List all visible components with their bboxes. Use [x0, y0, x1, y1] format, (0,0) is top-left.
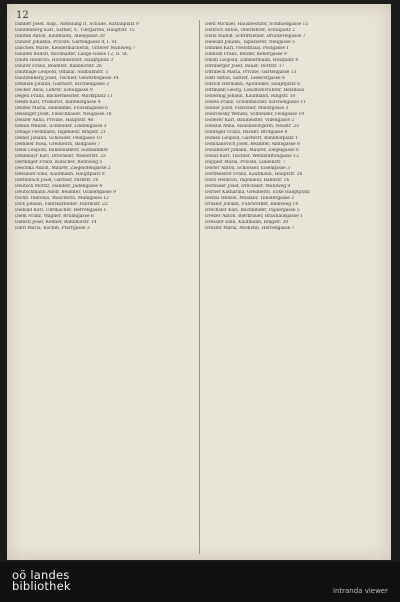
directory-entry: Drechsler Karl, Buchbinder, Papiergasse 5 — [205, 208, 300, 213]
directory-entry: Danker Josef, Insp., Abteilung II, Schuhe, Rattanplatz 9 — [15, 22, 139, 27]
directory-entry: Dienstl Josef, Kellner, Bahnhofstr. 14 — [15, 220, 97, 225]
directory-entry: Dreher Anton, Bierbrauer, Brauhausgasse 1 — [205, 214, 303, 219]
library-logo[interactable] — [12, 570, 71, 592]
directory-entry: Doderer Karl, Baumeister, Villengasse 2 — [205, 118, 295, 123]
directory-entry: Dittmann Georg, Lokomotivführer, Heizhaus — [205, 88, 305, 93]
directory-entry: Drexler Maria, Modistin, Herrengasse 7 — [205, 226, 295, 231]
directory-entry: Dinstl Leopold, Zimmermann, Holzplatz 4 — [205, 58, 299, 63]
directory-entry: Dimmel Karl, Postoffizial, Postgasse 1 — [205, 46, 290, 51]
directory-entry: Dehm Karl, Prokurist, Bahnhofgasse 4 — [15, 100, 101, 105]
directory-entry: Debelak Johann, Gastwirt, Kirchengasse 2 — [15, 82, 110, 87]
directory-entry: Daschek Marie, Kleidermacherin, Unterer Mühlweg 7 — [15, 46, 136, 51]
directory-entry: Dannenberg Karl, Sattler, V., Tiergarten, Hauptstr. 15 — [15, 28, 135, 33]
directory-entry: Dirnbeck Maria, Private, Gartengasse 13 — [205, 70, 297, 75]
directory-entry: Doppler Maria, Private, Lindenstr. 7 — [205, 160, 286, 165]
directory-entry: Dantek Anton, Kaufmann, Alleegasse 20 — [15, 34, 105, 39]
logo-line-1: oö landes — [12, 568, 70, 582]
directory-entry: Decker Alois, Lehrer, Schulgasse 9 — [15, 88, 93, 93]
right-column — [205, 22, 383, 232]
directory-entry: Dollinger Franz, Bäcker, Brotgasse 4 — [205, 130, 288, 135]
directory-entry: Deutschmann Adolf, Beamter, Grabengasse 9 — [15, 190, 116, 195]
directory-entry: Dietrich Anton, Oberlehrer, Schulplatz 2 — [205, 28, 296, 33]
directory-entry: Deschka Anton, Maurer, Ziegelofengasse 2 — [15, 166, 111, 171]
directory-entry: Dobes Franz, Schuhmacher, Kirchengasse 11 — [205, 100, 306, 105]
column-divider — [199, 20, 200, 554]
directory-entry: Diebold Karl, Uhrmacher, Herrengasse 1 — [15, 208, 107, 213]
directory-entry: Donabauer Johann, Maurer, Ziegelgasse 6 — [205, 148, 299, 153]
directory-entry: Dorner Katharina, Greißlerin, Ecke Hauptplatz — [205, 190, 310, 195]
directory-entry: Dirnberger Josef, Bauer, Dorfstr. 17 — [205, 64, 285, 69]
directory-entry: Dekan Wenzel, Schneider, Lindengasse 3 — [15, 124, 107, 129]
directory-entry: Deixler Anna, Private, Hauptstr. 40 — [15, 118, 94, 123]
directory-entry: Denk Leopold, Bahnbeamter, Südbahnhof — [15, 148, 108, 153]
page-number: 12 — [16, 10, 29, 21]
directory-entry: Ditrich Hermann, Apotheker, Hauptplatz 6 — [205, 82, 301, 87]
directory-entry: Daurer Franz, Beamter, Bahnhofstr. 26 — [15, 64, 102, 69]
directory-entry: Dessauer Emil, Kaufmann, Hauptplatz 8 — [15, 172, 105, 177]
directory-entry: Dinhobl Franz, Binder, Kellergasse 9 — [205, 52, 287, 57]
directory-entry: Daum Heinrich, Hotelbesitzer, Hauptplatz 3 — [15, 58, 114, 63]
directory-entry: Dorfmeister Franz, Kaufmann, Hauptstr. 28 — [205, 172, 303, 177]
directory-entry: Degen Franz, Bäckermeister, Marktplatz 11 — [15, 94, 113, 99]
directory-entry: Dettelbach Josef, Gärtner, Parkstr. 16 — [15, 178, 99, 183]
directory-entry: Demmer Rosa, Greißlerin, Badgasse 7 — [15, 142, 101, 147]
directory-entry: Dobrowsky Wenzel, Schneider, Feldgasse 19 — [205, 112, 305, 117]
directory-entry: Demel Johann, Schlosser, Feldgasse 10 — [15, 136, 102, 141]
directory-entry: Diem Franz, Wagner, Brunngasse 6 — [15, 214, 94, 219]
directory-entry: Domnanovich Josef, Beamter, Amtsgasse 8 — [205, 142, 300, 147]
logo-line-2: bibliothek — [12, 579, 71, 593]
directory-entry: Dierl Maria, Köchin, Pfarrgasse 3 — [15, 226, 90, 231]
directory-entry: Dobernig Johann, Kaufmann, Ringstr. 10 — [205, 94, 296, 99]
directory-entry: Daubek Rudolf, Buchhalter, Lange Gasse 12, II. St. — [15, 52, 129, 57]
left-column — [15, 22, 193, 232]
directory-entry: Dietl Michael, Hausbesitzer, Schmiedgasse 15 — [205, 22, 309, 27]
directory-entry: Donat Karl, Tischler, Werkstättengasse 12 — [205, 154, 299, 159]
directory-entry: Dietz Rudolf, Schriftsetzer, Druckereigasse 7 — [205, 34, 306, 39]
directory-entry: Diewald Johann, Tapezierer, Neugasse 5 — [205, 40, 295, 45]
directory-entry: Dautzenberg Josef, Tischler, Gewerbegasse 14 — [15, 76, 119, 81]
directory-entry: Dostal Wenzel, Musiker, Theatergasse 2 — [205, 196, 295, 201]
directory-entry: Danzer Johanna, Private, Gartengasse 8, I. St. — [15, 40, 118, 45]
directory-entry: Dorn Heinrich, Ingenieur, Bahnstr. 16 — [205, 178, 290, 183]
directory-entry: Deutsch Moritz, Händler, Judengasse 4 — [15, 184, 103, 189]
viewer-label[interactable]: intranda viewer — [333, 587, 388, 595]
directory-entry: Dorfer Anton, Schlosser, Eisengasse 3 — [205, 166, 290, 171]
directory-entry: Derflinger Franz, Kutscher, Rennweg 5 — [15, 160, 103, 165]
directory-entry: Dick Johann, Fabrikarbeiter, Fabrikstr. 22 — [15, 202, 108, 207]
directory-entry: Deimel Maria, Hebamme, Florianigasse 6 — [15, 106, 108, 111]
directory-entry: Distl Anton, Sattler, Lederergasse 8 — [205, 76, 285, 81]
directory-entry: Dichtl Theresia, Wäscherin, Mühlgasse 12 — [15, 196, 109, 201]
directory-entry: Dobler Josef, Fleischer, Marktgasse 3 — [205, 106, 289, 111]
directory-entry: Draxler Johann, Fuhrwerker, Rennweg 14 — [205, 202, 299, 207]
directory-entry: Domes Leopold, Gastwirt, Bahnhofplatz 1 — [205, 136, 298, 141]
scanned-page — [7, 4, 391, 560]
directory-entry: Deisinger Josef, Fleischhauer, Neugasse 18 — [15, 112, 112, 117]
directory-entry: Dauthage Leopold, Offizial, Südbahnstr. 5 — [15, 70, 109, 75]
directory-entry: Denkmayr Karl, Drechsler, Wienerstr. 33 — [15, 154, 106, 159]
directory-entry: Delago Ferdinand, Ingenieur, Ringstr. 21 — [15, 130, 106, 135]
directory-entry: Dornauer Josef, Drechsler, Mühlweg 9 — [205, 184, 291, 189]
directory-entry: Dressler Emil, Kaufmann, Ringstr. 30 — [205, 220, 289, 225]
directory-entry: Dolezal Anna, Hausbesorgerin, Neustr. 25 — [205, 124, 299, 129]
